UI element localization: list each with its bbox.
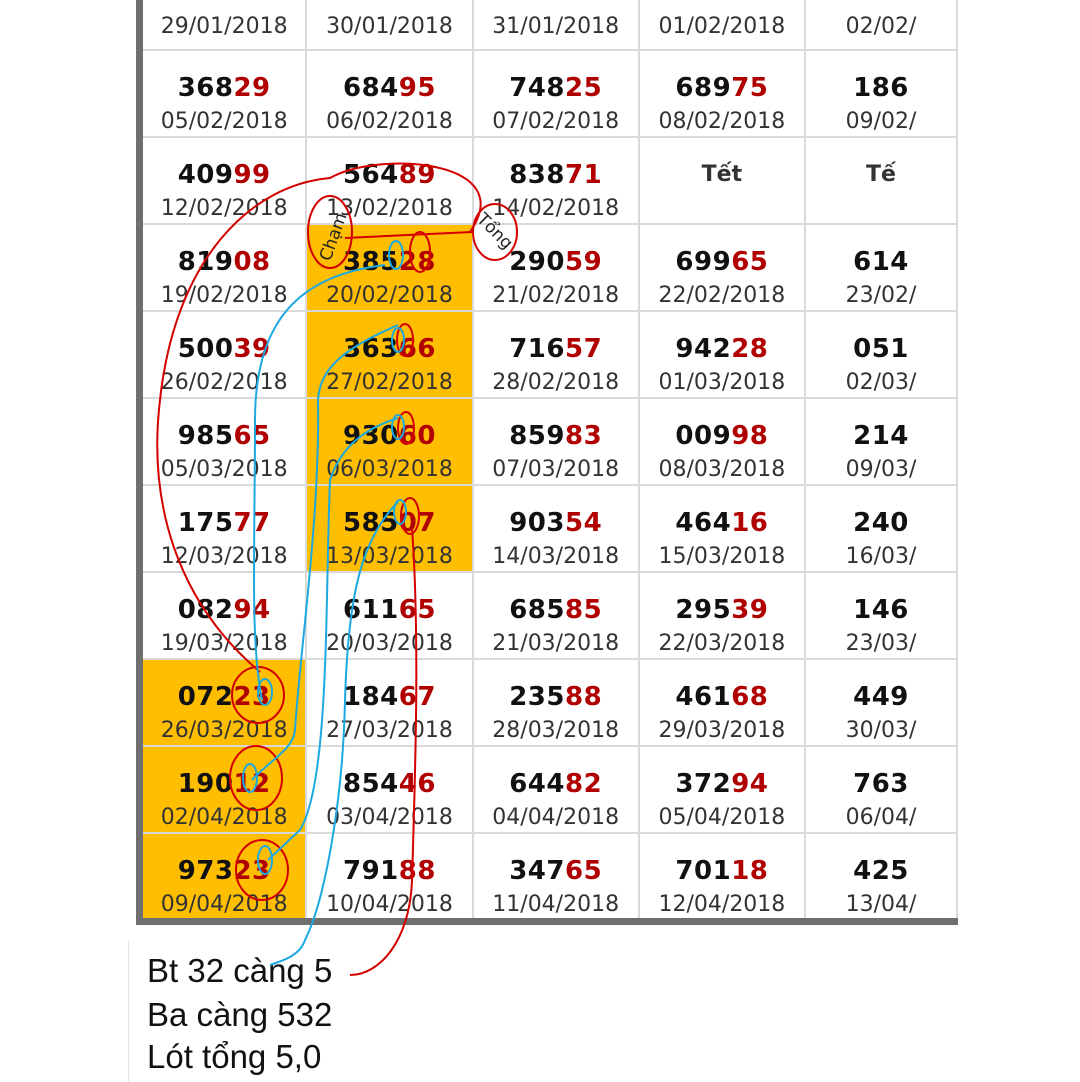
result-number: [640, 73, 804, 103]
result-number-tail: 08: [233, 247, 271, 277]
result-number-head: 368: [177, 73, 234, 103]
result-date: 02/03/: [845, 370, 917, 395]
result-date: 02/04/2018: [160, 805, 288, 830]
result-number-tail: 65: [731, 247, 769, 277]
result-number-tail: 28: [398, 247, 436, 277]
result-number: [143, 769, 305, 799]
result-number-tail: 57: [564, 334, 603, 364]
table-row: [140, 137, 958, 224]
result-number-tail: 16: [731, 508, 769, 538]
result-cell: [639, 50, 805, 137]
result-number-tail: 82: [564, 769, 603, 799]
result-number: [143, 73, 305, 103]
result-cell: [805, 572, 957, 659]
result-cell: [473, 485, 639, 572]
result-date: 06/04/: [845, 805, 917, 830]
result-cell: [473, 398, 639, 485]
result-number: [640, 247, 804, 277]
result-number: [307, 421, 471, 451]
result-number-tail: 46: [398, 769, 436, 799]
result-cell: [639, 659, 805, 746]
table-row: [140, 572, 958, 659]
result-number: [806, 421, 956, 451]
result-number-head: 214: [853, 421, 909, 451]
result-cell: [306, 224, 472, 311]
result-number-tail: 12: [233, 769, 271, 799]
result-date: 07/02/2018: [492, 109, 620, 134]
result-number-head: 175: [177, 508, 234, 538]
result-number: [474, 160, 638, 190]
result-cell: [805, 398, 957, 485]
result-cell: [639, 398, 805, 485]
result-number: [143, 421, 305, 451]
result-date: 20/03/2018: [326, 631, 453, 656]
result-number: [806, 508, 956, 538]
result-date: 22/02/2018: [658, 283, 786, 308]
result-number-head: 701: [675, 856, 732, 886]
result-number-tail: 39: [731, 595, 769, 625]
result-cell: [306, 485, 472, 572]
result-date: 13/02/2018: [326, 196, 453, 221]
result-number-head: 985: [177, 421, 234, 451]
result-cell: [140, 572, 307, 659]
results-table-body: [140, 0, 958, 922]
result-number-tail: 18: [731, 856, 769, 886]
result-number: [640, 856, 804, 886]
result-date: 08/03/2018: [658, 457, 786, 482]
result-number-head: 585: [342, 508, 399, 538]
result-date: 28/03/2018: [492, 718, 620, 743]
result-date: 28/02/2018: [492, 370, 620, 395]
result-cell: [805, 224, 957, 311]
result-number-tail: 98: [731, 421, 769, 451]
result-number: [806, 856, 956, 886]
result-number: [806, 334, 956, 364]
result-number-tail: 67: [398, 682, 436, 712]
holiday-label: Tế: [866, 162, 896, 187]
cham-label: Chạm: [315, 210, 352, 264]
result-cell: [639, 311, 805, 398]
result-number-head: 685: [509, 595, 565, 625]
result-cell: [140, 398, 307, 485]
result-cell: [306, 137, 472, 224]
result-number: [143, 856, 305, 886]
result-number: [143, 682, 305, 712]
result-number: [640, 682, 804, 712]
result-number: [307, 247, 471, 277]
result-date: 07/03/2018: [492, 457, 620, 482]
result-date: 31/01/2018: [492, 14, 620, 39]
result-number-head: 611: [342, 595, 399, 625]
result-number-tail: 28: [731, 334, 769, 364]
result-number: [806, 682, 956, 712]
result-cell: [140, 137, 307, 224]
result-cell: [805, 311, 957, 398]
result-number: [307, 595, 471, 625]
result-date: 12/03/2018: [160, 544, 288, 569]
result-date: 05/03/2018: [160, 457, 288, 482]
result-date: 09/03/: [845, 457, 917, 482]
result-cell: [473, 311, 639, 398]
result-number: [474, 247, 638, 277]
result-number-head: 859: [509, 421, 565, 451]
result-date: 12/04/2018: [658, 892, 786, 917]
result-number: [474, 595, 638, 625]
result-date: 13/03/2018: [326, 544, 453, 569]
result-date: 01/03/2018: [658, 370, 786, 395]
table-row: [140, 485, 958, 572]
result-cell: [306, 311, 472, 398]
result-number-tail: 65: [564, 856, 603, 886]
result-date: 30/01/2018: [326, 14, 453, 39]
result-number: [307, 769, 471, 799]
result-number-head: 372: [675, 769, 732, 799]
result-number: [474, 73, 638, 103]
result-number-tail: 59: [564, 247, 603, 277]
table-row: [140, 50, 958, 137]
result-number: [474, 769, 638, 799]
result-cell: [140, 746, 307, 833]
result-date: 06/03/2018: [326, 457, 453, 482]
result-date: 16/03/: [845, 544, 917, 569]
result-date: 14/02/2018: [492, 196, 620, 221]
result-number-tail: 88: [564, 682, 603, 712]
result-number-head: 290: [509, 247, 565, 277]
result-date: 30/03/: [845, 718, 917, 743]
result-date: 29/01/2018: [160, 14, 288, 39]
result-date: 15/03/2018: [658, 544, 786, 569]
result-number: [307, 160, 471, 190]
result-date: 23/03/: [845, 631, 917, 656]
result-number-tail: 54: [564, 508, 603, 538]
result-cell: [473, 833, 639, 922]
result-number: [143, 508, 305, 538]
result-number-head: 699: [675, 247, 732, 277]
result-cell: [306, 833, 472, 922]
result-date: 27/03/2018: [326, 718, 453, 743]
result-number-tail: 77: [233, 508, 271, 538]
result-date: 14/03/2018: [492, 544, 620, 569]
result-number-head: 190: [177, 769, 234, 799]
result-number-tail: 85: [564, 595, 603, 625]
result-cell: [306, 0, 472, 50]
result-date: 09/04/2018: [160, 892, 288, 917]
result-date: 01/02/2018: [658, 14, 786, 39]
result-date: 26/02/2018: [160, 370, 288, 395]
result-date: 27/02/2018: [326, 370, 453, 395]
result-number-tail: 94: [731, 769, 769, 799]
result-number: [640, 595, 804, 625]
result-number-tail: 75: [731, 73, 769, 103]
result-date: 12/02/2018: [160, 196, 288, 221]
result-number: [640, 508, 804, 538]
right-margin: [958, 0, 1080, 1082]
result-cell: [140, 311, 307, 398]
result-number-head: 689: [675, 73, 732, 103]
result-cell: [473, 746, 639, 833]
result-date: 20/02/2018: [326, 283, 453, 308]
result-date: 13/04/: [845, 892, 917, 917]
result-number-head: 748: [509, 73, 565, 103]
result-number-head: 461: [675, 682, 732, 712]
result-date: 02/02/: [845, 14, 917, 39]
result-number-tail: 60: [398, 421, 436, 451]
result-date: 08/02/2018: [658, 109, 786, 134]
result-number-tail: 39: [233, 334, 271, 364]
result-cell: [805, 485, 957, 572]
result-number-head: 146: [853, 595, 909, 625]
table-row: [140, 833, 958, 922]
table-row: [140, 398, 958, 485]
result-number-head: 564: [342, 160, 399, 190]
result-number-head: 973: [177, 856, 234, 886]
result-date: 10/04/2018: [326, 892, 453, 917]
handwritten-notes-panel: [128, 940, 959, 1082]
result-number: [143, 160, 305, 190]
result-cell: [140, 659, 307, 746]
result-number-tail: 29: [233, 73, 271, 103]
result-cell: [140, 224, 307, 311]
result-date: 26/03/2018: [160, 718, 288, 743]
result-number-head: 184: [342, 682, 399, 712]
result-number-tail: 25: [564, 73, 603, 103]
result-date: 21/02/2018: [492, 283, 620, 308]
result-cell: [805, 833, 957, 922]
result-cell: [473, 137, 639, 224]
result-number-head: 295: [675, 595, 732, 625]
result-date: 22/03/2018: [658, 631, 786, 656]
result-number-head: 819: [177, 247, 234, 277]
result-number: [474, 508, 638, 538]
result-cell: [473, 572, 639, 659]
result-date: 05/04/2018: [658, 805, 786, 830]
result-number-tail: 23: [233, 856, 271, 886]
result-number-head: 072: [177, 682, 234, 712]
result-number: [307, 334, 471, 364]
result-cell: [639, 572, 805, 659]
result-number: [806, 769, 956, 799]
holiday-label: Tết: [701, 162, 743, 187]
result-date: 03/04/2018: [326, 805, 453, 830]
result-cell: [140, 50, 307, 137]
result-number-head: 614: [853, 247, 909, 277]
result-cell: [639, 137, 805, 224]
result-number-head: 240: [853, 508, 909, 538]
result-number-head: 051: [853, 334, 909, 364]
result-number-head: 009: [675, 421, 732, 451]
table-row: [140, 746, 958, 833]
result-number: [307, 856, 471, 886]
result-number-tail: 83: [564, 421, 603, 451]
result-number-head: 449: [853, 682, 909, 712]
result-cell: [140, 833, 307, 922]
result-number-head: 644: [509, 769, 565, 799]
result-number-head: 684: [342, 73, 399, 103]
result-cell: [805, 746, 957, 833]
result-number-head: 186: [853, 73, 909, 103]
result-number-head: 763: [853, 769, 909, 799]
result-number-tail: 71: [564, 160, 603, 190]
result-date: 11/04/2018: [492, 892, 620, 917]
result-number-tail: 88: [398, 856, 436, 886]
result-cell: [639, 485, 805, 572]
result-cell: [805, 0, 957, 50]
result-number-tail: 89: [398, 160, 436, 190]
result-number-head: 082: [177, 595, 234, 625]
result-date: 05/02/2018: [160, 109, 288, 134]
result-cell: [639, 833, 805, 922]
result-number-tail: 23: [233, 682, 271, 712]
result-number-head: 791: [342, 856, 399, 886]
result-cell: [473, 50, 639, 137]
result-cell: [140, 0, 307, 50]
result-number: [143, 595, 305, 625]
result-cell: [639, 224, 805, 311]
results-table: [136, 0, 958, 925]
table-row: [140, 659, 958, 746]
result-cell: [306, 572, 472, 659]
result-number-head: 347: [509, 856, 565, 886]
result-cell: [473, 0, 639, 50]
result-number-tail: 95: [398, 73, 436, 103]
result-number-head: 854: [342, 769, 399, 799]
result-number-tail: 66: [398, 334, 436, 364]
result-cell: [140, 485, 307, 572]
result-number: [806, 247, 956, 277]
result-number: [143, 334, 305, 364]
result-number-head: 425: [853, 856, 909, 886]
result-date: 19/03/2018: [160, 631, 288, 656]
result-number: [640, 769, 804, 799]
result-date: 29/03/2018: [658, 718, 786, 743]
result-number: [474, 334, 638, 364]
result-number: [307, 682, 471, 712]
table-row: [140, 224, 958, 311]
result-number-tail: 65: [233, 421, 271, 451]
result-number-head: 363: [342, 334, 399, 364]
result-cell: [639, 0, 805, 50]
result-date: 09/02/: [845, 109, 917, 134]
result-date: 21/03/2018: [492, 631, 620, 656]
result-number-head: 235: [509, 682, 565, 712]
result-number-head: 838: [509, 160, 565, 190]
result-number: [640, 421, 804, 451]
result-cell: [639, 746, 805, 833]
result-number-head: 385: [342, 247, 399, 277]
result-number: [474, 682, 638, 712]
result-number: [806, 595, 956, 625]
result-number-head: 716: [509, 334, 565, 364]
result-date: 19/02/2018: [160, 283, 288, 308]
result-number: [143, 247, 305, 277]
result-number: [474, 856, 638, 886]
result-number-head: 409: [177, 160, 234, 190]
result-number-tail: 07: [398, 508, 436, 538]
result-date: 04/04/2018: [492, 805, 620, 830]
result-cell: [306, 659, 472, 746]
result-cell: [306, 746, 472, 833]
result-number-tail: 94: [233, 595, 271, 625]
result-number-tail: 99: [233, 160, 271, 190]
result-number: [474, 421, 638, 451]
result-number-head: 903: [509, 508, 565, 538]
result-cell: [805, 50, 957, 137]
result-date: 23/02/: [845, 283, 917, 308]
result-number-head: 930: [342, 421, 399, 451]
result-cell: [473, 224, 639, 311]
result-number: [806, 73, 956, 103]
result-number-head: 464: [675, 508, 732, 538]
result-number-tail: 68: [731, 682, 769, 712]
table-row: [140, 311, 958, 398]
result-cell: [805, 659, 957, 746]
tong-label: Tổng: [472, 209, 517, 254]
result-number: [307, 73, 471, 103]
result-cell: [306, 398, 472, 485]
note-line-1: Bt 32 càng 5: [147, 952, 333, 989]
result-number-head: 500: [177, 334, 234, 364]
note-line-2: Ba càng 532: [147, 996, 333, 1033]
result-number-tail: 65: [398, 595, 436, 625]
note-line-3: Lót tổng 5,0: [147, 1038, 322, 1075]
result-cell: [473, 659, 639, 746]
result-number: [307, 508, 471, 538]
table-row: [140, 0, 958, 50]
result-number: [640, 334, 804, 364]
result-cell: [306, 50, 472, 137]
result-date: 06/02/2018: [326, 109, 453, 134]
result-cell: [805, 137, 957, 224]
result-number-head: 942: [675, 334, 732, 364]
